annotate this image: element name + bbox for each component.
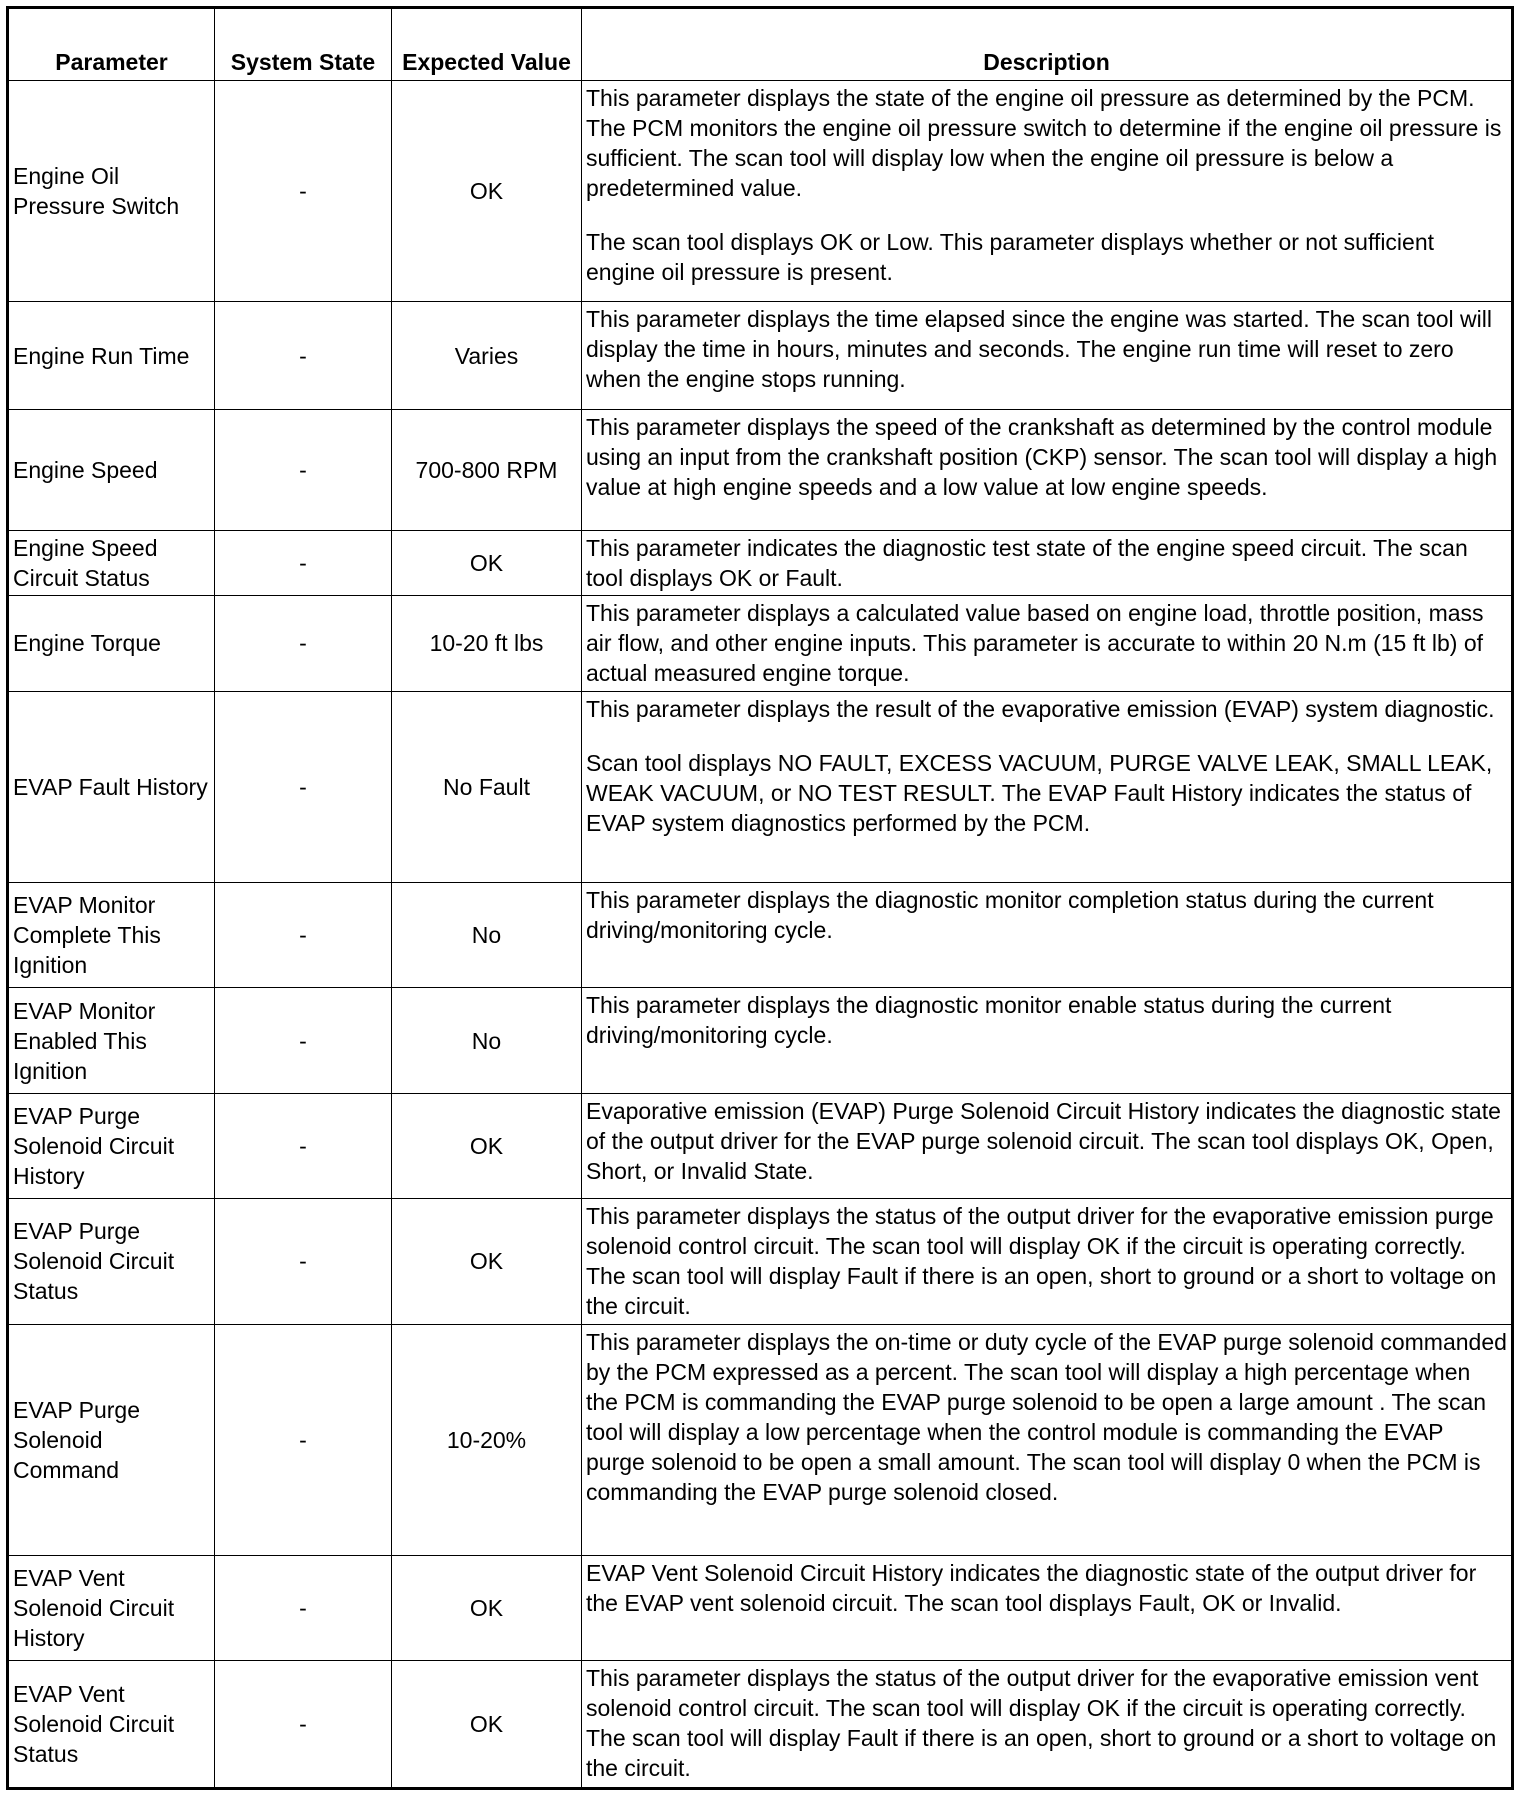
description-paragraph: This parameter indicates the diagnostic test state of the engine speed circuit. The scan tool displays OK or Fault. bbox=[586, 535, 1468, 592]
cell-description bbox=[582, 1198, 1513, 1325]
cell-expected-value: OK bbox=[392, 1661, 582, 1789]
description-paragraph: This parameter displays the state of the engine oil pressure as determined by the PCM. The PCM monitors the engine oil pressure switch to determine if the engine oil pressure is sufficient. The scan tool will display low when the engine oil pressure is below a predetermined value. bbox=[586, 85, 1502, 201]
cell-expected-value: 700-800 RPM bbox=[392, 409, 582, 531]
cell-expected-value: No bbox=[392, 883, 582, 988]
description-paragraph: Evaporative emission (EVAP) Purge Solenoid Circuit History indicates the diagnostic state of the output driver for the EVAP purge solenoid circuit. The scan tool displays OK, Open, Short, or Invalid State. bbox=[586, 1097, 1501, 1184]
cell-system-state: - bbox=[215, 409, 392, 531]
cell-expected-value: Varies bbox=[392, 302, 582, 409]
table-row bbox=[8, 1661, 1513, 1789]
cell-system-state: - bbox=[215, 1198, 392, 1325]
header-description: Description bbox=[582, 8, 1513, 81]
description-paragraph: This parameter displays the status of the output driver for the evaporative emission vent solenoid control circuit. The scan tool will display OK if the circuit is operating correctly. The scan tool will display Fault if there is an open, short to ground or a short to voltage on the circuit. bbox=[586, 1665, 1497, 1782]
table-row bbox=[8, 596, 1513, 692]
cell-system-state: - bbox=[215, 691, 392, 883]
table-row bbox=[8, 1198, 1513, 1325]
cell-system-state: - bbox=[215, 302, 392, 409]
table-row bbox=[8, 409, 1513, 531]
description-paragraph: This parameter displays a calculated value based on engine load, throttle position, mass air flow, and other engine inputs. This parameter is accurate to within 20 N.m (15 ft lb) of actual measured engine torque. bbox=[586, 600, 1484, 687]
table-row bbox=[8, 531, 1513, 596]
header-parameter: Parameter bbox=[8, 8, 215, 81]
cell-description bbox=[582, 531, 1513, 596]
cell-system-state: - bbox=[215, 988, 392, 1093]
cell-system-state: - bbox=[215, 1093, 392, 1198]
table-row bbox=[8, 81, 1513, 302]
description-paragraph: Scan tool displays NO FAULT, EXCESS VACUUM, PURGE VALVE LEAK, SMALL LEAK, WEAK VACUUM, or NO TEST RESULT. The EVAP Fault History indicates the status of EVAP system diagnostics performed by the PCM. bbox=[586, 749, 1493, 836]
cell-description bbox=[582, 691, 1513, 883]
table-row bbox=[8, 302, 1513, 409]
table-row bbox=[8, 1093, 1513, 1198]
description-paragraph: This parameter displays the time elapsed since the engine was started. The scan tool will display the time in hours, minutes and seconds. The engine run time will reset to zero when the engine stops running. bbox=[586, 306, 1492, 393]
cell-parameter: EVAP Vent Solenoid Circuit History bbox=[8, 1556, 215, 1661]
table-row bbox=[8, 691, 1513, 883]
cell-system-state: - bbox=[215, 81, 392, 302]
description-paragraph: This parameter displays the diagnostic monitor enable status during the current driving/monitoring cycle. bbox=[586, 992, 1392, 1049]
cell-parameter: Engine Speed Circuit Status bbox=[8, 531, 215, 596]
cell-parameter: EVAP Monitor Enabled This Ignition bbox=[8, 988, 215, 1093]
header-system-state: System State bbox=[215, 8, 392, 81]
cell-expected-value: 10-20 ft lbs bbox=[392, 596, 582, 692]
cell-system-state: - bbox=[215, 883, 392, 988]
parameter-table bbox=[6, 6, 1514, 1790]
cell-parameter: EVAP Fault History bbox=[8, 691, 215, 883]
cell-expected-value: OK bbox=[392, 531, 582, 596]
cell-description bbox=[582, 1661, 1513, 1789]
cell-description bbox=[582, 81, 1513, 302]
cell-system-state: - bbox=[215, 531, 392, 596]
table-row bbox=[8, 1325, 1513, 1556]
header-row bbox=[8, 8, 1513, 81]
cell-parameter: EVAP Vent Solenoid Circuit Status bbox=[8, 1661, 215, 1789]
cell-expected-value: No Fault bbox=[392, 691, 582, 883]
description-paragraph: This parameter displays the result of the evaporative emission (EVAP) system diagnostic. bbox=[586, 695, 1495, 722]
cell-expected-value: OK bbox=[392, 1198, 582, 1325]
cell-system-state: - bbox=[215, 1556, 392, 1661]
description-paragraph: This parameter displays the diagnostic monitor completion status during the current driving/monitoring cycle. bbox=[586, 887, 1434, 944]
table-row bbox=[8, 1556, 1513, 1661]
description-paragraph: This parameter displays the status of the output driver for the evaporative emission purge solenoid control circuit. The scan tool will display OK if the circuit is operating correctly. The scan tool will display Fault if there is an open, short to ground or a short to voltage on the circuit. bbox=[586, 1202, 1497, 1319]
cell-description bbox=[582, 988, 1513, 1093]
cell-parameter: Engine Oil Pressure Switch bbox=[8, 81, 215, 302]
cell-parameter: Engine Torque bbox=[8, 596, 215, 692]
cell-expected-value: OK bbox=[392, 81, 582, 302]
cell-parameter: EVAP Monitor Complete This Ignition bbox=[8, 883, 215, 988]
cell-description bbox=[582, 596, 1513, 692]
cell-parameter: EVAP Purge Solenoid Circuit Status bbox=[8, 1198, 215, 1325]
cell-system-state: - bbox=[215, 596, 392, 692]
table-body bbox=[8, 81, 1513, 1789]
description-paragraph: This parameter displays the speed of the crankshaft as determined by the control module using an input from the crankshaft position (CKP) sensor. The scan tool will display a high value at high engine speeds and a low value at low engine speeds. bbox=[586, 413, 1498, 500]
table-row bbox=[8, 883, 1513, 988]
cell-parameter: Engine Run Time bbox=[8, 302, 215, 409]
cell-expected-value: 10-20% bbox=[392, 1325, 582, 1556]
cell-expected-value: No bbox=[392, 988, 582, 1093]
cell-expected-value: OK bbox=[392, 1093, 582, 1198]
header-expected-value: Expected Value bbox=[392, 8, 582, 81]
cell-parameter: EVAP Purge Solenoid Command bbox=[8, 1325, 215, 1556]
table-row bbox=[8, 988, 1513, 1093]
cell-description bbox=[582, 1093, 1513, 1198]
cell-parameter: Engine Speed bbox=[8, 409, 215, 531]
cell-system-state: - bbox=[215, 1661, 392, 1789]
cell-description bbox=[582, 1325, 1513, 1556]
cell-parameter: EVAP Purge Solenoid Circuit History bbox=[8, 1093, 215, 1198]
description-paragraph: This parameter displays the on-time or duty cycle of the EVAP purge solenoid commanded by the PCM expressed as a percent. The scan tool will display a high percentage when the PCM is commanding the EVAP purge solenoid to be open a large amount . The scan tool will display a low percentage when the control module is commanding the EVAP purge solenoid to be open a small amount. The scan tool will display 0 when the PCM is commanding the EVAP purge solenoid closed. bbox=[586, 1329, 1507, 1506]
cell-description bbox=[582, 409, 1513, 531]
cell-system-state: - bbox=[215, 1325, 392, 1556]
cell-description bbox=[582, 302, 1513, 409]
description-paragraph: EVAP Vent Solenoid Circuit History indicates the diagnostic state of the output driver for the EVAP vent solenoid circuit. The scan tool displays Fault, OK or Invalid. bbox=[586, 1560, 1477, 1617]
cell-description bbox=[582, 883, 1513, 988]
cell-description bbox=[582, 1556, 1513, 1661]
cell-expected-value: OK bbox=[392, 1556, 582, 1661]
description-paragraph: The scan tool displays OK or Low. This parameter displays whether or not sufficient engine oil pressure is present. bbox=[586, 229, 1435, 285]
